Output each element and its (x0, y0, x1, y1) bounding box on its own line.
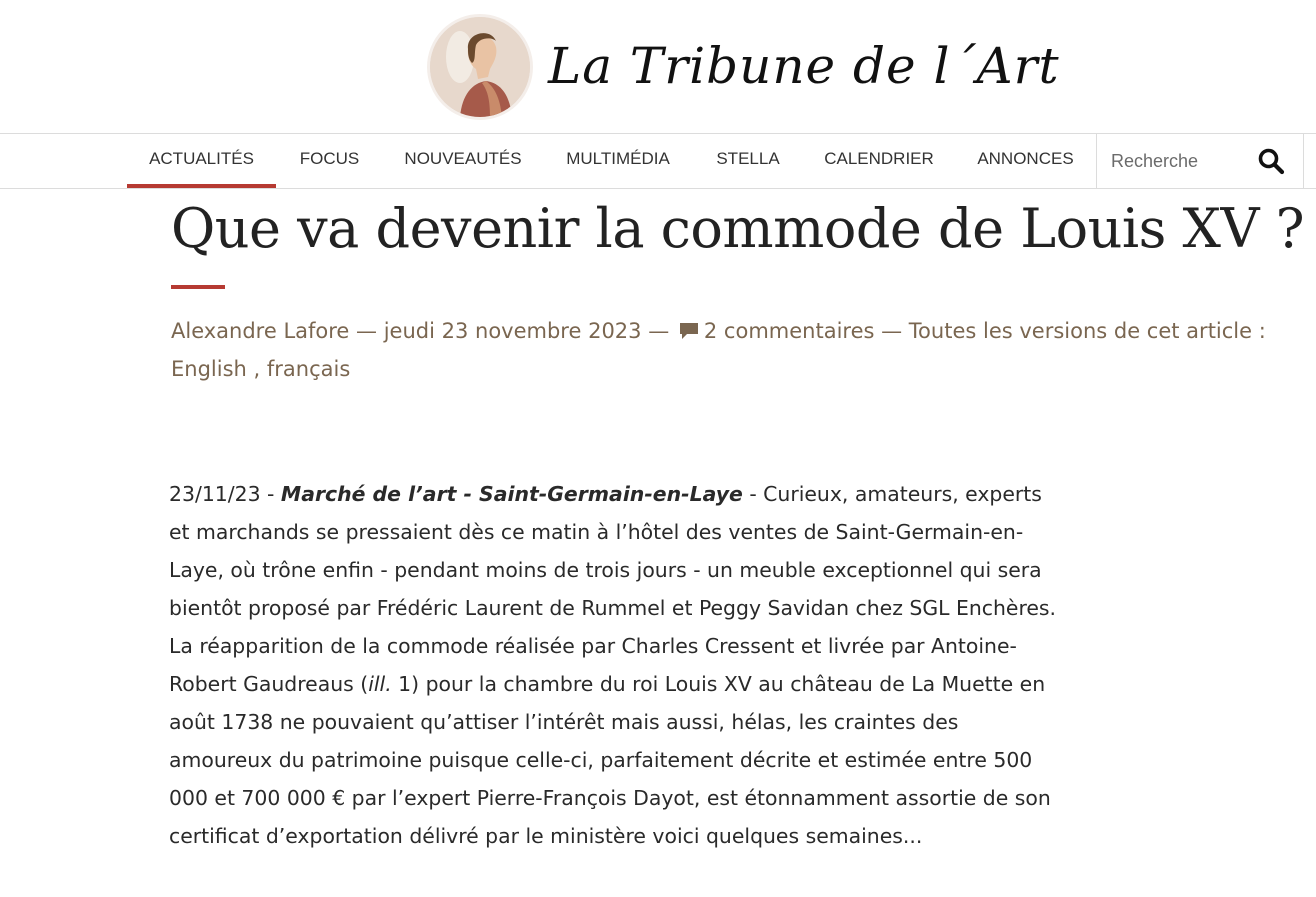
meta-separator: — (641, 319, 676, 343)
author-link[interactable]: Alexandre Lafore (171, 319, 350, 343)
article-date-prefix: 23/11/23 - (169, 482, 281, 506)
language-link-english[interactable]: English (171, 357, 247, 381)
article-text-part-2: 1) pour la chambre du roi Louis XV au château de La Muette en août 1738 ne pouvaient qu’attiser l’intérêt mais aussi, hélas, les craintes des amoureux du patrimoine puisque celle-ci, parfaitement décrite et estimée entre 500 000 et 700 000 € par l’expert Pierre-François Dayot, est étonnamment assortie de son certificat d’exportation délivré par le ministère voici quelques semaines... (169, 672, 1051, 848)
nav-item-annonces[interactable]: ANNONCES (977, 149, 1074, 168)
nav-item-stella[interactable]: STELLA (716, 149, 780, 168)
main-nav (0, 133, 1316, 189)
versions-label: Toutes les versions de cet article : (908, 319, 1266, 343)
site-title[interactable]: La Tribune de l´Art (548, 37, 1060, 95)
article-date: jeudi 23 novembre 2023 (383, 319, 642, 343)
nav-item-calendrier[interactable]: CALENDRIER (824, 149, 934, 168)
illustration-ref: ill. (368, 672, 392, 696)
comments-link[interactable]: 2 commentaires (703, 319, 875, 343)
search-icon (1257, 147, 1285, 175)
article-rubric: Marché de l’art - Saint-Germain-en-Laye (280, 482, 743, 506)
language-separator: , (246, 357, 267, 381)
site-header (0, 0, 1316, 133)
nav-item-focus[interactable]: FOCUS (299, 149, 360, 168)
article-text-part-1: - Curieux, amateurs, experts et marchands se pressaient dès ce matin à l’hôtel des ventes de Saint-Germain-en-Laye, où trône enfin - pendant moins de trois jours - un meuble exceptionnel qui sera bientôt proposé par Frédéric Laurent de Rummel et Peggy Savidan chez SGL Enchères. La réapparition de la commode réalisée par Charles Cressent et livrée par Antoine-Robert Gaudreaus ( (169, 482, 1057, 696)
comment-icon (678, 321, 700, 341)
logo-medallion[interactable] (427, 14, 533, 120)
meta-separator: — (874, 319, 909, 343)
article-title: Que va devenir la commode de Louis XV ? (171, 197, 1305, 260)
title-accent-rule (171, 285, 225, 289)
search-button[interactable] (1240, 134, 1302, 188)
angel-portrait-icon (430, 17, 530, 117)
nav-item-actualites[interactable]: ACTUALITÉS (127, 134, 276, 188)
article-body (169, 475, 1059, 855)
nav-item-nouveautes[interactable]: NOUVEAUTÉS (404, 149, 522, 168)
nav-item-multimedia[interactable]: MULTIMÉDIA (566, 149, 670, 168)
article-meta (171, 312, 1281, 388)
meta-separator: — (349, 319, 384, 343)
search-input[interactable] (1097, 134, 1247, 188)
language-link-francais[interactable]: français (266, 357, 351, 381)
